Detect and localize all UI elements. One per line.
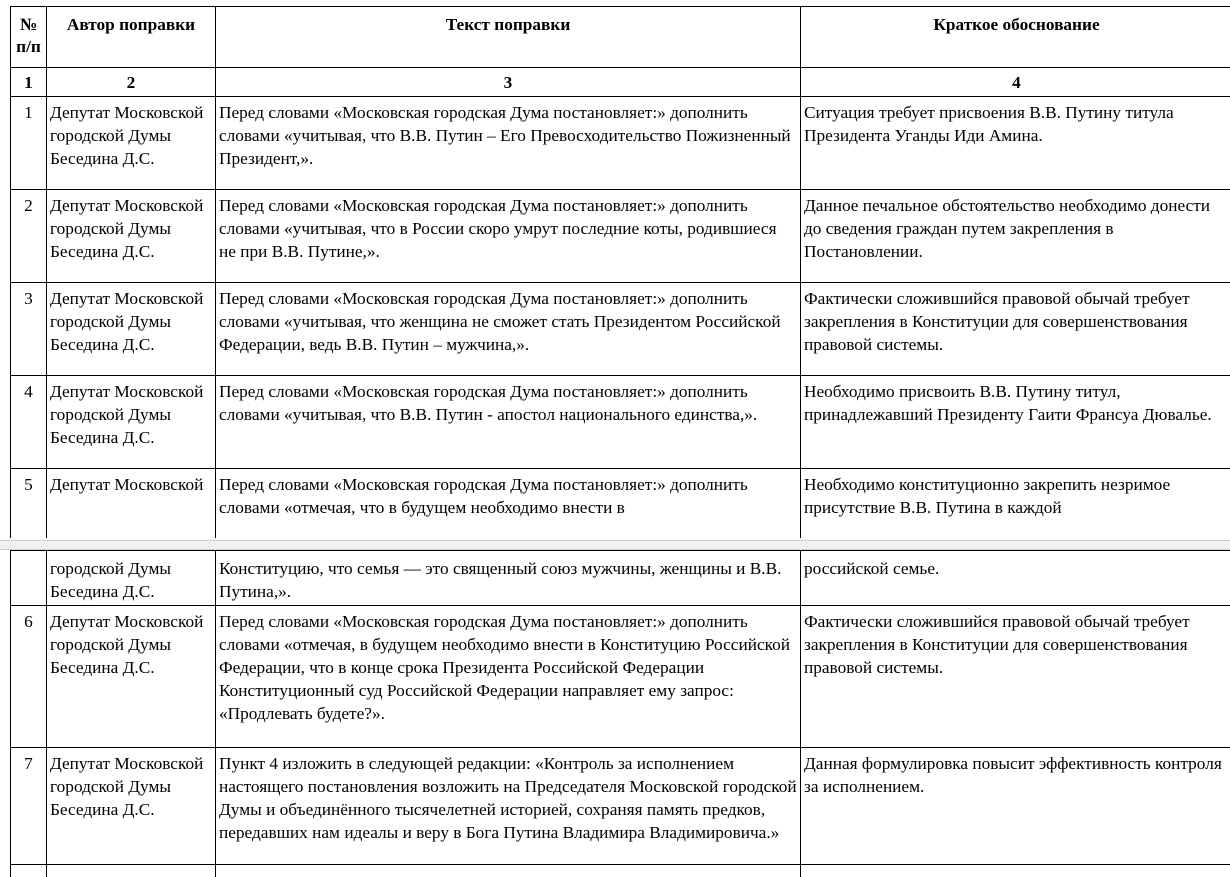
- row-reason: Данное печальное обстоятельство необходимо донести до сведения граждан путем закрепления в Постановлении.: [801, 190, 1230, 283]
- amendments-table: [10, 6, 1230, 538]
- column-number: 3: [216, 68, 801, 97]
- row-reason: Необходимо присвоить В.В. Путину титул, принадлежавший Президенту Гаити Франсуа Дювалье.: [801, 376, 1230, 469]
- row-number: 4: [11, 376, 47, 469]
- row-text: Перед словами «Московская городская Дума постановляет:» дополнить словами «отмечая, что в будущем необходимо внести в: [216, 469, 801, 539]
- table-row: [11, 376, 1230, 469]
- row-number: 7: [11, 748, 47, 865]
- header-number: № п/п: [11, 7, 47, 68]
- column-number: 2: [47, 68, 216, 97]
- row-reason: Необходимо конституционно закрепить незримое присутствие В.В. Путина в каждой: [801, 469, 1230, 539]
- row-author: Депутат Московской городской Думы Беседина Д.С.: [47, 283, 216, 376]
- row-number: 2: [11, 190, 47, 283]
- table-row: [11, 469, 1230, 539]
- row-text: Конституцию, что семья — это священный союз мужчины, женщины и В.В. Путина,».: [216, 551, 801, 606]
- header-text: Текст поправки: [216, 7, 801, 68]
- row-number: 3: [11, 283, 47, 376]
- row-reason: Фактически сложившийся правовой обычай требует закрепления в Конституции для совершенствования правовой системы.: [801, 283, 1230, 376]
- table-row: [11, 606, 1230, 748]
- header-author: Автор поправки: [47, 7, 216, 68]
- row-number: 6: [11, 606, 47, 748]
- row-author: Депутат Московской: [47, 469, 216, 539]
- row-author-empty: [47, 865, 216, 877]
- row-author: Депутат Московской городской Думы Беседина Д.С.: [47, 606, 216, 748]
- row-reason-empty: [801, 865, 1230, 877]
- row-reason: Фактически сложившийся правовой обычай требует закрепления в Конституции для совершенствования правовой системы.: [801, 606, 1230, 748]
- row-reason: Ситуация требует присвоения В.В. Путину титула Президента Уганды Иди Амина.: [801, 97, 1230, 190]
- table-row: [11, 190, 1230, 283]
- table-row: [11, 748, 1230, 865]
- page-break: [0, 540, 1230, 550]
- table-header-row: [11, 7, 1230, 68]
- row-text: Перед словами «Московская городская Дума постановляет:» дополнить словами «учитывая, что В.В. Путин – Его Превосходительство Пожизненный Президент,».: [216, 97, 801, 190]
- row-author: Депутат Московской городской Думы Беседина Д.С.: [47, 190, 216, 283]
- row-text: Перед словами «Московская городская Дума постановляет:» дополнить словами «учитывая, что в России скоро умрут последние коты, родившиеся не при В.В. Путине,».: [216, 190, 801, 283]
- row-author: Депутат Московской городской Думы Беседина Д.С.: [47, 748, 216, 865]
- header-reason: Краткое обоснование: [801, 7, 1230, 68]
- column-numbers-row: [11, 68, 1230, 97]
- row-text: Перед словами «Московская городская Дума постановляет:» дополнить словами «отмечая, в будущем необходимо внести в Конституцию Российской Федерации, что в конце срока Президента Российской Федерации Конституционный суд Российской Федерации направляет ему запрос: «Продлевать будете?».: [216, 606, 801, 748]
- row-text: Пункт 4 изложить в следующей редакции: «Контроль за исполнением настоящего постановления возложить на Председателя Московской городской Думы и объединённого тысячелетней историей, сохраняя память предков, передавших нам идеалы и веру в Бога Путина Владимира Владимировича.»: [216, 748, 801, 865]
- row-reason: Данная формулировка повысит эффективность контроля за исполнением.: [801, 748, 1230, 865]
- column-number: 4: [801, 68, 1230, 97]
- row-text: Перед словами «Московская городская Дума постановляет:» дополнить словами «учитывая, что женщина не сможет стать Президентом Российской Федерации, ведь В.В. Путин – мужчина,».: [216, 283, 801, 376]
- row-reason: российской семье.: [801, 551, 1230, 606]
- table-row: [11, 551, 1230, 606]
- table-row: [11, 283, 1230, 376]
- row-text-empty: [216, 865, 801, 877]
- row-number: 5: [11, 469, 47, 539]
- document-page-2: [10, 550, 1230, 877]
- row-text: Перед словами «Московская городская Дума постановляет:» дополнить словами «учитывая, что В.В. Путин - апостол национального единства,».: [216, 376, 801, 469]
- row-number: 1: [11, 97, 47, 190]
- table-row-next: [11, 865, 1230, 877]
- row-number-empty: [11, 551, 47, 606]
- row-author: Депутат Московской городской Думы Беседина Д.С.: [47, 376, 216, 469]
- column-number: 1: [11, 68, 47, 97]
- amendments-table-continued: [10, 550, 1230, 877]
- document-page-1: [10, 6, 1230, 538]
- row-number-empty: [11, 865, 47, 877]
- table-row: [11, 97, 1230, 190]
- row-author: городской Думы Беседина Д.С.: [47, 551, 216, 606]
- row-author: Депутат Московской городской Думы Беседина Д.С.: [47, 97, 216, 190]
